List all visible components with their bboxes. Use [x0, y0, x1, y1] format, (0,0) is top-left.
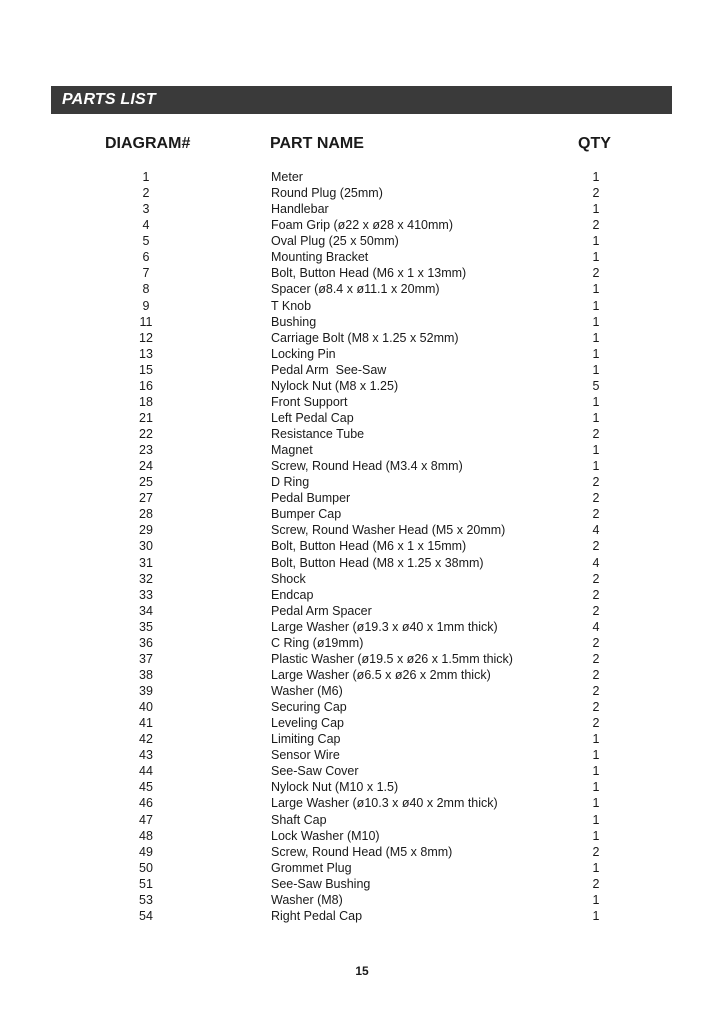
quantity: 2 [592, 667, 600, 682]
quantity: 2 [592, 876, 600, 891]
diagram-number: 24 [139, 459, 153, 474]
quantity: 1 [592, 234, 600, 249]
table-row [0, 506, 724, 522]
diagram-number: 38 [139, 667, 153, 682]
part-name: Mounting Bracket [271, 250, 369, 265]
part-name: Foam Grip (ø22 x ø28 x 410mm) [271, 218, 453, 233]
part-name: Shaft Cap [271, 812, 327, 827]
table-row [0, 892, 724, 908]
quantity: 2 [592, 651, 600, 666]
quantity: 2 [592, 844, 600, 859]
diagram-number: 49 [139, 844, 153, 859]
table-row [0, 779, 724, 795]
part-name: Shock [271, 571, 306, 586]
table-row [0, 603, 724, 619]
diagram-number: 43 [139, 748, 153, 763]
part-name: Leveling Cap [271, 716, 344, 731]
table-row [0, 410, 724, 426]
part-name: Screw, Round Washer Head (M5 x 20mm) [271, 523, 506, 538]
table-row [0, 555, 724, 571]
part-name: Washer (M8) [271, 892, 343, 907]
part-name: Bumper Cap [271, 507, 342, 522]
diagram-number: 34 [139, 603, 153, 618]
diagram-number: 30 [139, 539, 153, 554]
diagram-number: 5 [142, 234, 150, 249]
table-row [0, 699, 724, 715]
table-row [0, 185, 724, 201]
table-row [0, 378, 724, 394]
diagram-number: 8 [142, 282, 150, 297]
parts-table [0, 169, 724, 924]
diagram-number: 53 [139, 892, 153, 907]
quantity: 1 [592, 443, 600, 458]
quantity: 1 [592, 170, 600, 184]
diagram-number: 18 [139, 394, 153, 409]
table-row [0, 217, 724, 233]
table-row [0, 667, 724, 683]
quantity: 1 [592, 250, 600, 265]
part-name: Securing Cap [271, 700, 347, 715]
quantity: 1 [592, 330, 600, 345]
diagram-number: 41 [139, 716, 153, 731]
diagram-number: 54 [139, 908, 153, 923]
part-name: Carriage Bolt (M8 x 1.25 x 52mm) [271, 330, 459, 345]
quantity: 1 [592, 362, 600, 377]
quantity: 1 [592, 394, 600, 409]
quantity: 2 [592, 603, 600, 618]
quantity: 1 [592, 780, 600, 795]
part-name: Lock Washer (M10) [271, 828, 380, 843]
part-name: Endcap [271, 587, 314, 602]
diagram-number: 45 [139, 780, 153, 795]
part-name: Bushing [271, 314, 317, 329]
quantity: 2 [592, 571, 600, 586]
table-row [0, 876, 724, 892]
quantity: 2 [592, 186, 600, 201]
diagram-number: 32 [139, 571, 153, 586]
table-row [0, 169, 724, 185]
part-name: Left Pedal Cap [271, 410, 354, 425]
quantity: 1 [592, 282, 600, 297]
diagram-number: 37 [139, 651, 153, 666]
diagram-number: 44 [139, 764, 153, 779]
column-header-part-name: PART NAME [270, 135, 364, 152]
part-name: C Ring (ø19mm) [271, 635, 364, 650]
diagram-number: 9 [142, 298, 150, 313]
quantity: 2 [592, 491, 600, 506]
diagram-number: 23 [139, 443, 153, 458]
table-row [0, 715, 724, 731]
quantity: 2 [592, 507, 600, 522]
part-name: Large Washer (ø10.3 x ø40 x 2mm thick) [271, 796, 498, 811]
part-name: Sensor Wire [271, 748, 340, 763]
part-name: Pedal Arm See-Saw [271, 362, 387, 377]
part-name: Plastic Washer (ø19.5 x ø26 x 1.5mm thick) [271, 651, 513, 666]
quantity: 2 [592, 427, 600, 441]
table-row [0, 828, 724, 844]
diagram-number: 4 [142, 218, 150, 233]
table-row [0, 314, 724, 330]
diagram-number: 16 [139, 378, 153, 393]
table-row [0, 458, 724, 474]
part-name: Limiting Cap [271, 732, 341, 747]
part-name: Screw, Round Head (M3.4 x 8mm) [271, 459, 463, 474]
quantity: 2 [592, 700, 600, 715]
table-row [0, 683, 724, 699]
quantity: 2 [592, 266, 600, 281]
quantity: 4 [592, 619, 600, 634]
table-row [0, 201, 724, 217]
diagram-number: 29 [139, 523, 153, 538]
table-row [0, 763, 724, 779]
table-row [0, 908, 724, 924]
part-name: Bolt, Button Head (M8 x 1.25 x 38mm) [271, 555, 484, 570]
table-row [0, 346, 724, 362]
table-row [0, 265, 724, 281]
diagram-number: 31 [139, 555, 153, 570]
diagram-number: 25 [139, 475, 153, 490]
quantity: 2 [592, 475, 600, 490]
quantity: 2 [592, 684, 600, 698]
quantity: 1 [592, 459, 600, 474]
part-name: See-Saw Cover [271, 764, 359, 779]
diagram-number: 48 [139, 828, 153, 843]
diagram-number: 22 [139, 427, 153, 441]
page-number: 15 [355, 964, 369, 978]
quantity: 1 [592, 812, 600, 827]
quantity: 1 [592, 796, 600, 811]
part-name: Front Support [271, 394, 348, 409]
part-name: See-Saw Bushing [271, 876, 371, 891]
diagram-number: 7 [142, 266, 150, 281]
part-name: D Ring [271, 475, 310, 490]
quantity: 2 [592, 539, 600, 554]
diagram-number: 21 [139, 410, 153, 425]
quantity: 1 [592, 764, 600, 779]
section-title: PARTS LIST [62, 91, 156, 108]
diagram-number: 11 [139, 314, 153, 329]
part-name: Right Pedal Cap [271, 908, 363, 923]
column-header-diagram: DIAGRAM# [105, 135, 191, 152]
quantity: 1 [592, 346, 600, 361]
table-row [0, 747, 724, 763]
table-row [0, 281, 724, 297]
quantity: 1 [592, 860, 600, 875]
part-name: Handlebar [271, 202, 329, 217]
table-row [0, 571, 724, 587]
quantity: 1 [592, 908, 600, 923]
table-row [0, 812, 724, 828]
table-row [0, 362, 724, 378]
quantity: 1 [592, 314, 600, 329]
quantity: 1 [592, 410, 600, 425]
table-row [0, 795, 724, 811]
quantity: 1 [592, 202, 600, 217]
table-row [0, 587, 724, 603]
diagram-number: 46 [139, 796, 153, 811]
table-row [0, 490, 724, 506]
table-row [0, 538, 724, 554]
diagram-number: 42 [139, 732, 153, 747]
diagram-number: 3 [142, 202, 150, 217]
diagram-number: 36 [139, 635, 153, 650]
part-name: Nylock Nut (M8 x 1.25) [271, 378, 399, 393]
part-name: Nylock Nut (M10 x 1.5) [271, 780, 399, 795]
part-name: Bolt, Button Head (M6 x 1 x 15mm) [271, 539, 467, 554]
table-row [0, 844, 724, 860]
table-row [0, 442, 724, 458]
quantity: 4 [592, 523, 600, 538]
diagram-number: 50 [139, 860, 153, 875]
diagram-number: 12 [139, 330, 153, 345]
table-row [0, 249, 724, 265]
quantity: 4 [592, 555, 600, 570]
table-row [0, 394, 724, 410]
part-name: Large Washer (ø6.5 x ø26 x 2mm thick) [271, 667, 491, 682]
diagram-number: 39 [139, 684, 153, 698]
quantity: 5 [592, 378, 600, 393]
quantity: 1 [592, 828, 600, 843]
quantity: 2 [592, 218, 600, 233]
table-row [0, 860, 724, 876]
quantity: 2 [592, 635, 600, 650]
column-header-qty: QTY [578, 135, 611, 152]
diagram-number: 47 [139, 812, 153, 827]
diagram-number: 2 [142, 186, 150, 201]
table-row [0, 522, 724, 538]
quantity: 1 [592, 298, 600, 313]
table-row [0, 619, 724, 635]
part-name: T Knob [271, 298, 312, 313]
quantity: 1 [592, 732, 600, 747]
part-name: Meter [271, 170, 303, 184]
table-row [0, 233, 724, 249]
diagram-number: 27 [139, 491, 153, 506]
table-row [0, 426, 724, 442]
part-name: Bolt, Button Head (M6 x 1 x 13mm) [271, 266, 467, 281]
part-name: Resistance Tube [271, 427, 365, 441]
diagram-number: 40 [139, 700, 153, 715]
quantity: 1 [592, 748, 600, 763]
section-title-bar [51, 86, 672, 114]
diagram-number: 13 [139, 346, 153, 361]
table-row [0, 635, 724, 651]
part-name: Spacer (ø8.4 x ø11.1 x 20mm) [271, 282, 440, 297]
part-name: Round Plug (25mm) [271, 186, 383, 201]
diagram-number: 28 [139, 507, 153, 522]
table-row [0, 298, 724, 314]
quantity: 1 [592, 892, 600, 907]
part-name: Grommet Plug [271, 860, 352, 875]
diagram-number: 6 [142, 250, 150, 265]
part-name: Magnet [271, 443, 313, 458]
part-name: Pedal Arm Spacer [271, 603, 372, 618]
part-name: Screw, Round Head (M5 x 8mm) [271, 844, 453, 859]
diagram-number: 1 [142, 170, 150, 184]
table-row [0, 474, 724, 490]
part-name: Oval Plug (25 x 50mm) [271, 234, 399, 249]
diagram-number: 35 [139, 619, 153, 634]
table-row [0, 731, 724, 747]
diagram-number: 51 [139, 876, 153, 891]
part-name: Large Washer (ø19.3 x ø40 x 1mm thick) [271, 619, 498, 634]
diagram-number: 15 [139, 362, 153, 377]
part-name: Washer (M6) [271, 684, 343, 698]
diagram-number: 33 [139, 587, 153, 602]
quantity: 2 [592, 587, 600, 602]
part-name: Locking Pin [271, 346, 336, 361]
quantity: 2 [592, 716, 600, 731]
table-row [0, 330, 724, 346]
table-row [0, 651, 724, 667]
part-name: Pedal Bumper [271, 491, 351, 506]
